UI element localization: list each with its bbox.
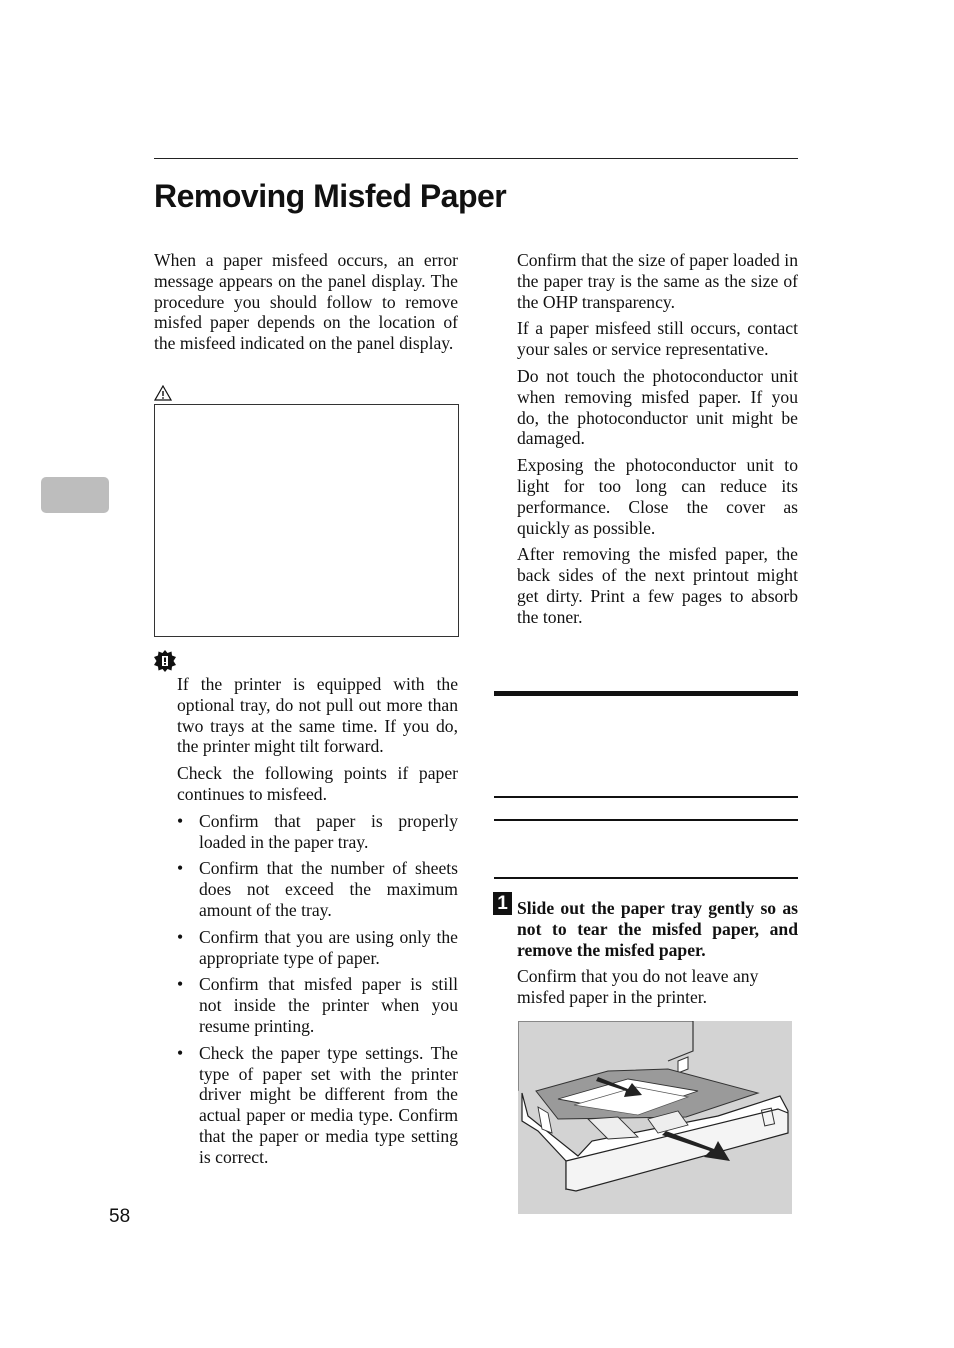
bullet-dot: • <box>177 858 184 879</box>
paper-tray-illustration <box>518 1021 792 1214</box>
list-item: • Confirm that misfed paper is still not inside the printer when you resume printing. <box>177 974 458 1036</box>
section-rule <box>494 819 798 821</box>
note-paragraph: Confirm that the size of paper loaded in the paper tray is the same as the size of the OHP transparency. <box>517 250 798 312</box>
caution-box <box>154 404 459 637</box>
checklist <box>177 811 458 1168</box>
bullet-dot: • <box>177 974 184 995</box>
bullet-dot: • <box>177 1042 184 1063</box>
bullet-dot: • <box>177 810 184 831</box>
page-number: 58 <box>109 1206 131 1227</box>
right-notes <box>517 250 798 634</box>
chapter-tab <box>41 477 109 513</box>
list-item: • Confirm that the number of sheets does not exceed the maximum amount of the tray. <box>177 858 458 920</box>
list-item: • Confirm that paper is properly loaded in the paper tray. <box>177 810 458 852</box>
note-paragraph: Exposing the photoconductor unit to light for too long can reduce its performance. Close the cover as quickly as possible. <box>517 455 798 538</box>
step-instruction: Slide out the paper tray gently so as not to tear the misfed paper, and remove the misfed paper. <box>517 898 798 960</box>
list-item: • Check the paper type settings. The type of paper set with the printer driver might be different from the actual paper or media type. Confirm that the paper or media type setting is correct. <box>177 1042 458 1167</box>
section-rule <box>494 877 798 879</box>
section-rule <box>494 796 798 798</box>
intro-block <box>154 250 458 360</box>
important-paragraph-2: Check the following points if paper continues to misfeed. <box>177 763 458 804</box>
top-rule <box>154 158 798 159</box>
warning-triangle-icon <box>154 385 172 401</box>
note-paragraph: Do not touch the photoconductor unit when removing misfed paper. If you do, the photoconductor unit might be damaged. <box>517 365 798 449</box>
intro-paragraph: When a paper misfeed occurs, an error message appears on the panel display. The procedure you should follow to remove misfed paper depends on the location of the misfeed indicated on the panel display. <box>154 250 458 354</box>
important-paragraph-1: If the printer is equipped with the optional tray, do not pull out more than two trays at the same time. If you do, the printer might tilt forward. <box>177 674 458 757</box>
page-title: Removing Misfed Paper <box>154 178 507 214</box>
list-item: • Confirm that you are using only the appropriate type of paper. <box>177 926 458 968</box>
bullet-dot: • <box>177 926 184 947</box>
step-number: 1 <box>493 892 512 915</box>
section-rule-thick <box>494 691 798 696</box>
important-notes <box>177 674 458 1174</box>
important-badge-icon <box>154 650 176 672</box>
step-note: Confirm that you do not leave any misfed paper in the printer. <box>517 966 759 1007</box>
note-paragraph: If a paper misfeed still occurs, contact your sales or service representative. <box>517 318 798 360</box>
note-paragraph: After removing the misfed paper, the back sides of the next printout might get dirty. Print a few pages to absorb the toner. <box>517 544 798 627</box>
